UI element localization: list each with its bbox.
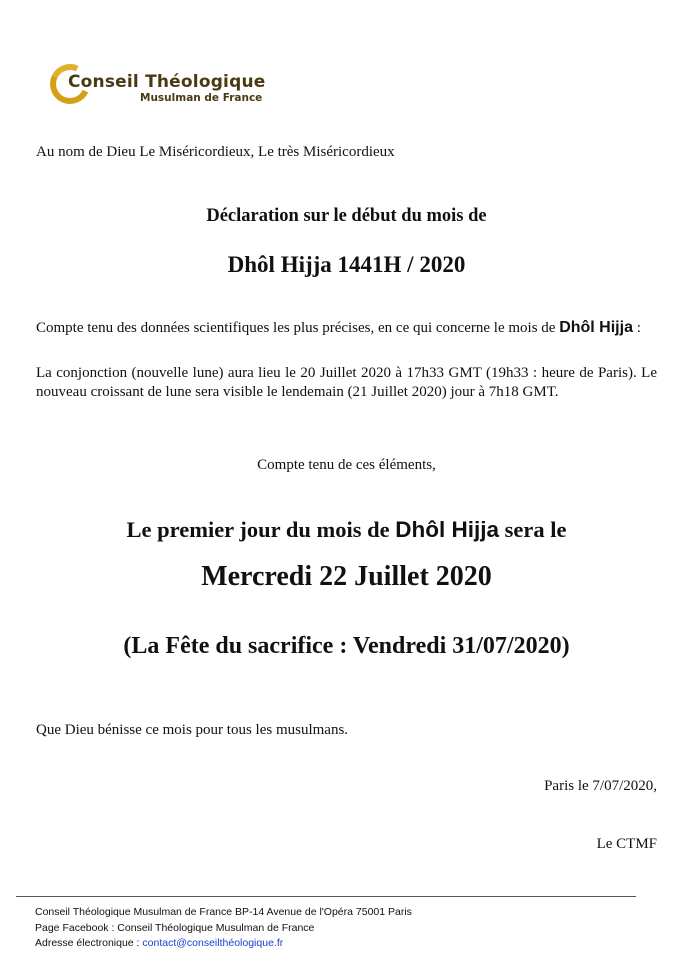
footer-facebook: Page Facebook : Conseil Théologique Musulman de France [35,921,315,934]
footer [35,905,412,952]
intro-month: Dhôl Hijja [559,319,633,336]
place-date: Paris le 7/07/2020, [544,778,657,794]
logo-subtitle: Musulman de France [140,92,263,104]
footer-email-line [35,936,412,952]
signature: Le CTMF [596,836,657,852]
first-day-month: Dhôl Hijja [395,517,500,542]
first-day-after: sera le [499,517,567,542]
logo-title: Conseil Théologique [68,72,266,92]
conjunction-paragraph: La conjonction (nouvelle lune) aura lieu le 20 Juillet 2020 à 17h33 GMT (19h33 : heure de Paris). Le nouveau croissant de lune sera visible le lendemain (21 Juillet 2020) jour à 7h18 GMT. [36,365,657,400]
intro-paragraph [36,318,657,338]
bismillah-line: Au nom de Dieu Le Miséricordieux, Le très Miséricordieux [36,144,395,160]
intro-colon: : [632,320,641,336]
first-day-date: Mercredi 22 Juillet 2020 [201,561,492,592]
footer-address: Conseil Théologique Musulman de France BP-14 Avenue de l'Opéra 75001 Paris [35,906,412,918]
given-line: Compte tenu de ces éléments, [257,457,436,473]
first-day-before: Le premier jour du mois de [126,517,396,542]
month-title: Dhôl Hijja 1441H / 2020 [227,252,466,277]
footer-email-label: Adresse électronique : [35,937,143,949]
footer-email-link[interactable]: contact@conseilthéologique.fr [142,937,284,949]
footer-divider [16,896,636,897]
first-day-heading [36,517,657,542]
declaration-heading: Déclaration sur le début du mois de [206,206,487,226]
intro-text: Compte tenu des données scientifiques les plus précises, en ce qui concerne le mois de [36,320,560,336]
blessing-line: Que Dieu bénisse ce mois pour tous les musulmans. [36,722,349,738]
logo [48,62,298,112]
fete-line: (La Fête du sacrifice : Vendredi 31/07/2020) [123,633,570,659]
